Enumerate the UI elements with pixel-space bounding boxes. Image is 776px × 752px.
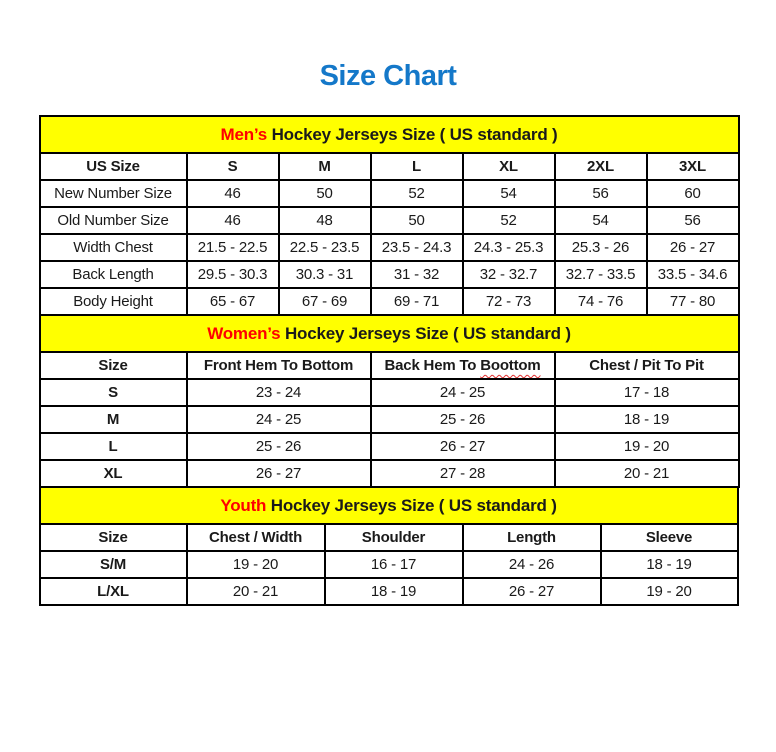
- womens-row-label: M: [40, 406, 187, 433]
- womens-row-label: S: [40, 379, 187, 406]
- mens-header-cell: 2XL: [555, 153, 647, 180]
- mens-banner-highlight: Men’s: [220, 124, 268, 144]
- mens-header-cell: L: [371, 153, 463, 180]
- womens-size-value: 25 - 26: [371, 406, 555, 433]
- youth-size-value: 16 - 17: [325, 551, 463, 578]
- mens-row-label: Old Number Size: [40, 207, 187, 234]
- womens-row-label: XL: [40, 460, 187, 487]
- mens-size-value: 65 - 67: [187, 288, 279, 315]
- womens-size-value: 24 - 25: [187, 406, 371, 433]
- womens-banner: [40, 315, 739, 352]
- mens-size-value: 56: [647, 207, 739, 234]
- womens-size-value: 17 - 18: [555, 379, 739, 406]
- mens-row-label: Body Height: [40, 288, 187, 315]
- youth-size-table: [39, 486, 739, 606]
- youth-size-value: 18 - 19: [325, 578, 463, 605]
- youth-row-label: S/M: [40, 551, 187, 578]
- mens-row-label: Back Length: [40, 261, 187, 288]
- mens-size-value: 30.3 - 31: [279, 261, 371, 288]
- mens-size-value: 52: [371, 180, 463, 207]
- womens-banner-text: Hockey Jerseys Size ( US standard ): [280, 323, 571, 343]
- womens-header-cell: Back Hem To Boottom: [371, 352, 555, 379]
- youth-banner-highlight: Youth: [220, 495, 267, 515]
- youth-size-value: 19 - 20: [187, 551, 325, 578]
- mens-banner-text: Hockey Jerseys Size ( US standard ): [267, 124, 558, 144]
- youth-row-label: L/XL: [40, 578, 187, 605]
- mens-size-value: 32.7 - 33.5: [555, 261, 647, 288]
- mens-table-row: [40, 234, 739, 261]
- youth-table-row: [40, 551, 738, 578]
- womens-header-cell: Chest / Pit To Pit: [555, 352, 739, 379]
- youth-banner-text: Hockey Jerseys Size ( US standard ): [266, 495, 557, 515]
- mens-header-cell: 3XL: [647, 153, 739, 180]
- mens-table-row: [40, 207, 739, 234]
- youth-header-cell: Chest / Width: [187, 524, 325, 551]
- mens-size-value: 69 - 71: [371, 288, 463, 315]
- mens-table-row: [40, 180, 739, 207]
- mens-size-value: 60: [647, 180, 739, 207]
- mens-header-cell: XL: [463, 153, 555, 180]
- mens-row-label: New Number Size: [40, 180, 187, 207]
- mens-header-cell: S: [187, 153, 279, 180]
- youth-table-row: [40, 578, 738, 605]
- youth-header-cell: Size: [40, 524, 187, 551]
- mens-size-value: 33.5 - 34.6: [647, 261, 739, 288]
- mens-size-value: 22.5 - 23.5: [279, 234, 371, 261]
- mens-size-value: 74 - 76: [555, 288, 647, 315]
- womens-size-value: 19 - 20: [555, 433, 739, 460]
- womens-header-cell: Size: [40, 352, 187, 379]
- womens-size-value: 20 - 21: [555, 460, 739, 487]
- mens-size-value: 21.5 - 22.5: [187, 234, 279, 261]
- youth-size-value: 18 - 19: [601, 551, 738, 578]
- mens-size-value: 29.5 - 30.3: [187, 261, 279, 288]
- womens-size-value: 24 - 25: [371, 379, 555, 406]
- mens-size-value: 54: [555, 207, 647, 234]
- mens-size-value: 24.3 - 25.3: [463, 234, 555, 261]
- mens-size-value: 72 - 73: [463, 288, 555, 315]
- womens-table-row: [40, 460, 739, 487]
- mens-size-value: 56: [555, 180, 647, 207]
- mens-size-value: 46: [187, 180, 279, 207]
- mens-size-value: 50: [279, 180, 371, 207]
- womens-size-value: 26 - 27: [371, 433, 555, 460]
- mens-size-value: 32 - 32.7: [463, 261, 555, 288]
- youth-size-value: 24 - 26: [463, 551, 601, 578]
- womens-header-cell: Front Hem To Bottom: [187, 352, 371, 379]
- youth-banner: [40, 487, 738, 524]
- youth-size-value: 19 - 20: [601, 578, 738, 605]
- womens-size-value: 18 - 19: [555, 406, 739, 433]
- mens-size-value: 54: [463, 180, 555, 207]
- youth-header-cell: Length: [463, 524, 601, 551]
- mens-table-row: [40, 288, 739, 315]
- mens-size-value: 46: [187, 207, 279, 234]
- womens-table-row: [40, 379, 739, 406]
- womens-size-value: 25 - 26: [187, 433, 371, 460]
- youth-size-value: 26 - 27: [463, 578, 601, 605]
- womens-size-value: 23 - 24: [187, 379, 371, 406]
- mens-header-cell: US Size: [40, 153, 187, 180]
- youth-header-cell: Shoulder: [325, 524, 463, 551]
- youth-header-cell: Sleeve: [601, 524, 738, 551]
- womens-table-row: [40, 406, 739, 433]
- mens-header-cell: M: [279, 153, 371, 180]
- mens-row-label: Width Chest: [40, 234, 187, 261]
- mens-size-value: 48: [279, 207, 371, 234]
- mens-table-row: [40, 261, 739, 288]
- mens-size-table: [39, 115, 740, 316]
- womens-row-label: L: [40, 433, 187, 460]
- misspelled-word: Boottom: [480, 357, 541, 374]
- mens-size-value: 50: [371, 207, 463, 234]
- womens-size-value: 26 - 27: [187, 460, 371, 487]
- mens-size-value: 77 - 80: [647, 288, 739, 315]
- mens-banner: [40, 116, 739, 153]
- mens-size-value: 25.3 - 26: [555, 234, 647, 261]
- womens-size-value: 27 - 28: [371, 460, 555, 487]
- mens-size-value: 23.5 - 24.3: [371, 234, 463, 261]
- mens-size-value: 67 - 69: [279, 288, 371, 315]
- page-title: Size Chart: [319, 60, 457, 92]
- womens-banner-highlight: Women’s: [207, 323, 281, 343]
- mens-size-value: 26 - 27: [647, 234, 739, 261]
- mens-size-value: 52: [463, 207, 555, 234]
- youth-size-value: 20 - 21: [187, 578, 325, 605]
- mens-size-value: 31 - 32: [371, 261, 463, 288]
- size-chart: [39, 115, 738, 606]
- womens-table-row: [40, 433, 739, 460]
- womens-size-table: [39, 314, 740, 488]
